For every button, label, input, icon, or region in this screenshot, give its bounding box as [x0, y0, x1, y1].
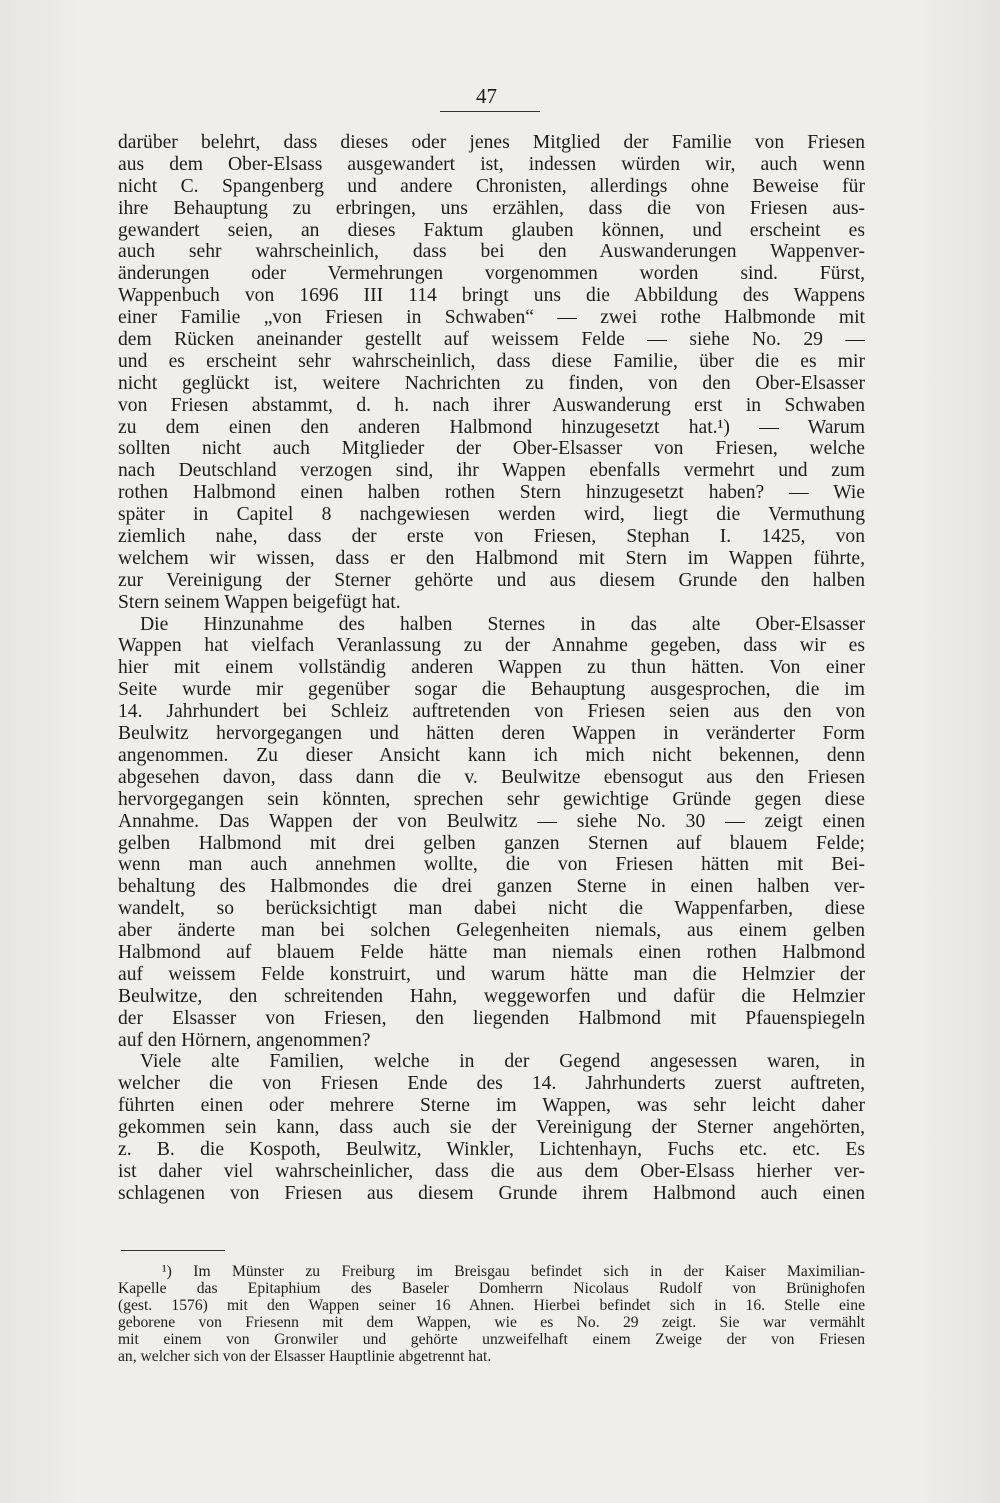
text-line: Halbmond auf blauem Felde hätte man niemals einen rothen Halbmond [118, 941, 865, 963]
footnote-separator [121, 1250, 225, 1251]
footnote-line: ¹) Im Münster zu Freiburg im Breisgau befindet sich in der Kaiser Maximilian- [162, 1263, 865, 1280]
text-line: wenn man auch annehmen wollte, die von Friesen hätten mit Bei- [118, 854, 865, 876]
text-line: 14. Jahrhundert bei Schleiz auftretenden von Friesen seien aus den von [118, 701, 865, 723]
text-line: wandelt, so berücksichtigt man dabei nicht die Wappenfarben, diese [118, 898, 865, 920]
text-line: darüber belehrt, dass dieses oder jenes Mitglied der Familie von Friesen [118, 132, 865, 153]
text-line: änderungen oder Vermehrungen vorgenommen worden sind. Fürst, [118, 263, 865, 285]
body-text [118, 132, 865, 1205]
text-line: nicht geglückt ist, weitere Nachrichten zu finden, von den Ober-Elsasser [118, 372, 865, 394]
text-line: abgesehen davon, dass dann die v. Beulwitze ebensogut aus den Friesen [118, 766, 865, 788]
text-line: z. B. die Kospoth, Beulwitz, Winkler, Lichtenhayn, Fuchs etc. etc. Es [118, 1138, 865, 1160]
text-line: gekommen sein kann, dass auch sie der Vereinigung der Sterner angehörten, [118, 1117, 865, 1139]
text-line: Viele alte Familien, welche in der Gegend angesessen waren, in [140, 1051, 865, 1073]
text-line: Wappenbuch von 1696 III 114 bringt uns die Abbildung des Wappens [118, 285, 865, 307]
footnotes [118, 1263, 865, 1366]
text-line: ist daher viel wahrscheinlicher, dass die aus dem Ober-Elsass hierher ver- [118, 1160, 865, 1182]
text-line: der Elsasser von Friesen, den liegenden Halbmond mit Pfauenspiegeln [118, 1007, 865, 1029]
text-line: später in Capitel 8 nachgewiesen werden wird, liegt die Vermuthung [118, 504, 865, 526]
text-line: einer Familie „von Friesen in Schwaben“ — zwei rothe Halbmonde mit [118, 307, 865, 329]
footnote-line: geborene von Friesenn mit dem Wappen, wie es No. 29 zeigt. Sie war vermählt [118, 1314, 865, 1332]
footnote-line: an, welcher sich von der Elsasser Hauptlinie abgetrennt hat. [118, 1348, 492, 1366]
text-line: zur Vereinigung der Sterner gehörte und aus diesem Grunde den halben [118, 569, 865, 591]
text-line: auch sehr wahrscheinlich, dass bei den Auswanderungen Wappenver- [118, 241, 865, 263]
text-line: nach Deutschland verzogen sind, ihr Wappen ebenfalls vermehrt und zum [118, 460, 865, 482]
text-line: aus dem Ober-Elsass ausgewandert ist, indessen würden wir, auch wenn [118, 153, 865, 175]
text-line: Stern seinem Wappen beigefügt hat. [118, 591, 401, 613]
text-line: gewandert seien, an dieses Faktum glauben können, und erscheint es [118, 219, 865, 241]
text-line: welchem wir wissen, dass er den Halbmond mit Stern im Wappen führte, [118, 547, 865, 569]
text-line: welcher die von Friesen Ende des 14. Jahrhunderts zuerst auftreten, [118, 1073, 865, 1095]
text-line: auf den Hörnern, angenommen? [118, 1029, 371, 1051]
text-line: und es erscheint sehr wahrscheinlich, dass diese Familie, über die es mir [118, 350, 865, 372]
text-line: aber änderte man bei solchen Gelegenheiten niemals, aus einem gelben [118, 920, 865, 942]
footnote-line: Kapelle das Epitaphium des Baseler Domherrn Nicolaus Rudolf von Brünighofen [118, 1280, 865, 1298]
text-line: zu dem einen den anderen Halbmond hinzugesetzt hat.¹) — Warum [118, 416, 865, 438]
text-line: Beulwitze, den schreitenden Hahn, weggeworfen und dafür die Helmzier [118, 985, 865, 1007]
text-line: Wappen hat vielfach Veranlassung zu der Annahme gegeben, dass wir es [118, 635, 865, 657]
text-line: hier mit einem vollständig anderen Wappen zu thun hätten. Von einer [118, 657, 865, 679]
text-line: gelben Halbmond mit drei gelben ganzen Sternen auf blauem Felde; [118, 832, 865, 854]
text-line: Seite wurde mir gegenüber sogar die Behauptung ausgesprochen, die im [118, 679, 865, 701]
text-line: dem Rücken aneinander gestellt auf weissem Felde — siehe No. 29 — [118, 329, 865, 351]
text-line: auf weissem Felde konstruirt, und warum hätte man die Helmzier der [118, 963, 865, 985]
text-line: schlagenen von Friesen aus diesem Grunde ihrem Halbmond auch einen [118, 1182, 865, 1204]
page-number: 47 [440, 84, 540, 112]
text-line: hervorgegangen sein könnten, sprechen sehr gewichtige Gründe gegen diese [118, 788, 865, 810]
text-line: Annahme. Das Wappen der von Beulwitz — siehe No. 30 — zeigt einen [118, 810, 865, 832]
text-line: führten einen oder mehrere Sterne im Wappen, was sehr leicht daher [118, 1095, 865, 1117]
text-line: ihre Behauptung zu erbringen, uns erzählen, dass die von Friesen aus- [118, 197, 865, 219]
text-line: von Friesen abstammt, d. h. nach ihrer Auswanderung erst in Schwaben [118, 394, 865, 416]
footnote-line: mit einem von Gronwiler und gehörte unzweifelhaft einem Zweige der von Friesen [118, 1331, 865, 1349]
text-line: rothen Halbmond einen halben rothen Stern hinzugesetzt haben? — Wie [118, 482, 865, 504]
text-line: behaltung des Halbmondes die drei ganzen Sterne in einen halben ver- [118, 876, 865, 898]
text-line: sollten nicht auch Mitglieder der Ober-Elsasser von Friesen, welche [118, 438, 865, 460]
text-line: Die Hinzunahme des halben Sternes in das alte Ober-Elsasser [140, 613, 865, 635]
text-line: angenommen. Zu dieser Ansicht kann ich mich nicht bekennen, denn [118, 744, 865, 766]
footnote-line: (gest. 1576) mit den Wappen seiner 16 Ahnen. Hierbei befindet sich in 16. Stelle eine [118, 1297, 865, 1315]
text-line: ziemlich nahe, dass der erste von Friesen, Stephan I. 1425, von [118, 526, 865, 548]
text-line: Beulwitz hervorgegangen und hätten deren Wappen in veränderter Form [118, 723, 865, 745]
text-line: nicht C. Spangenberg und andere Chronisten, allerdings ohne Beweise für [118, 175, 865, 197]
